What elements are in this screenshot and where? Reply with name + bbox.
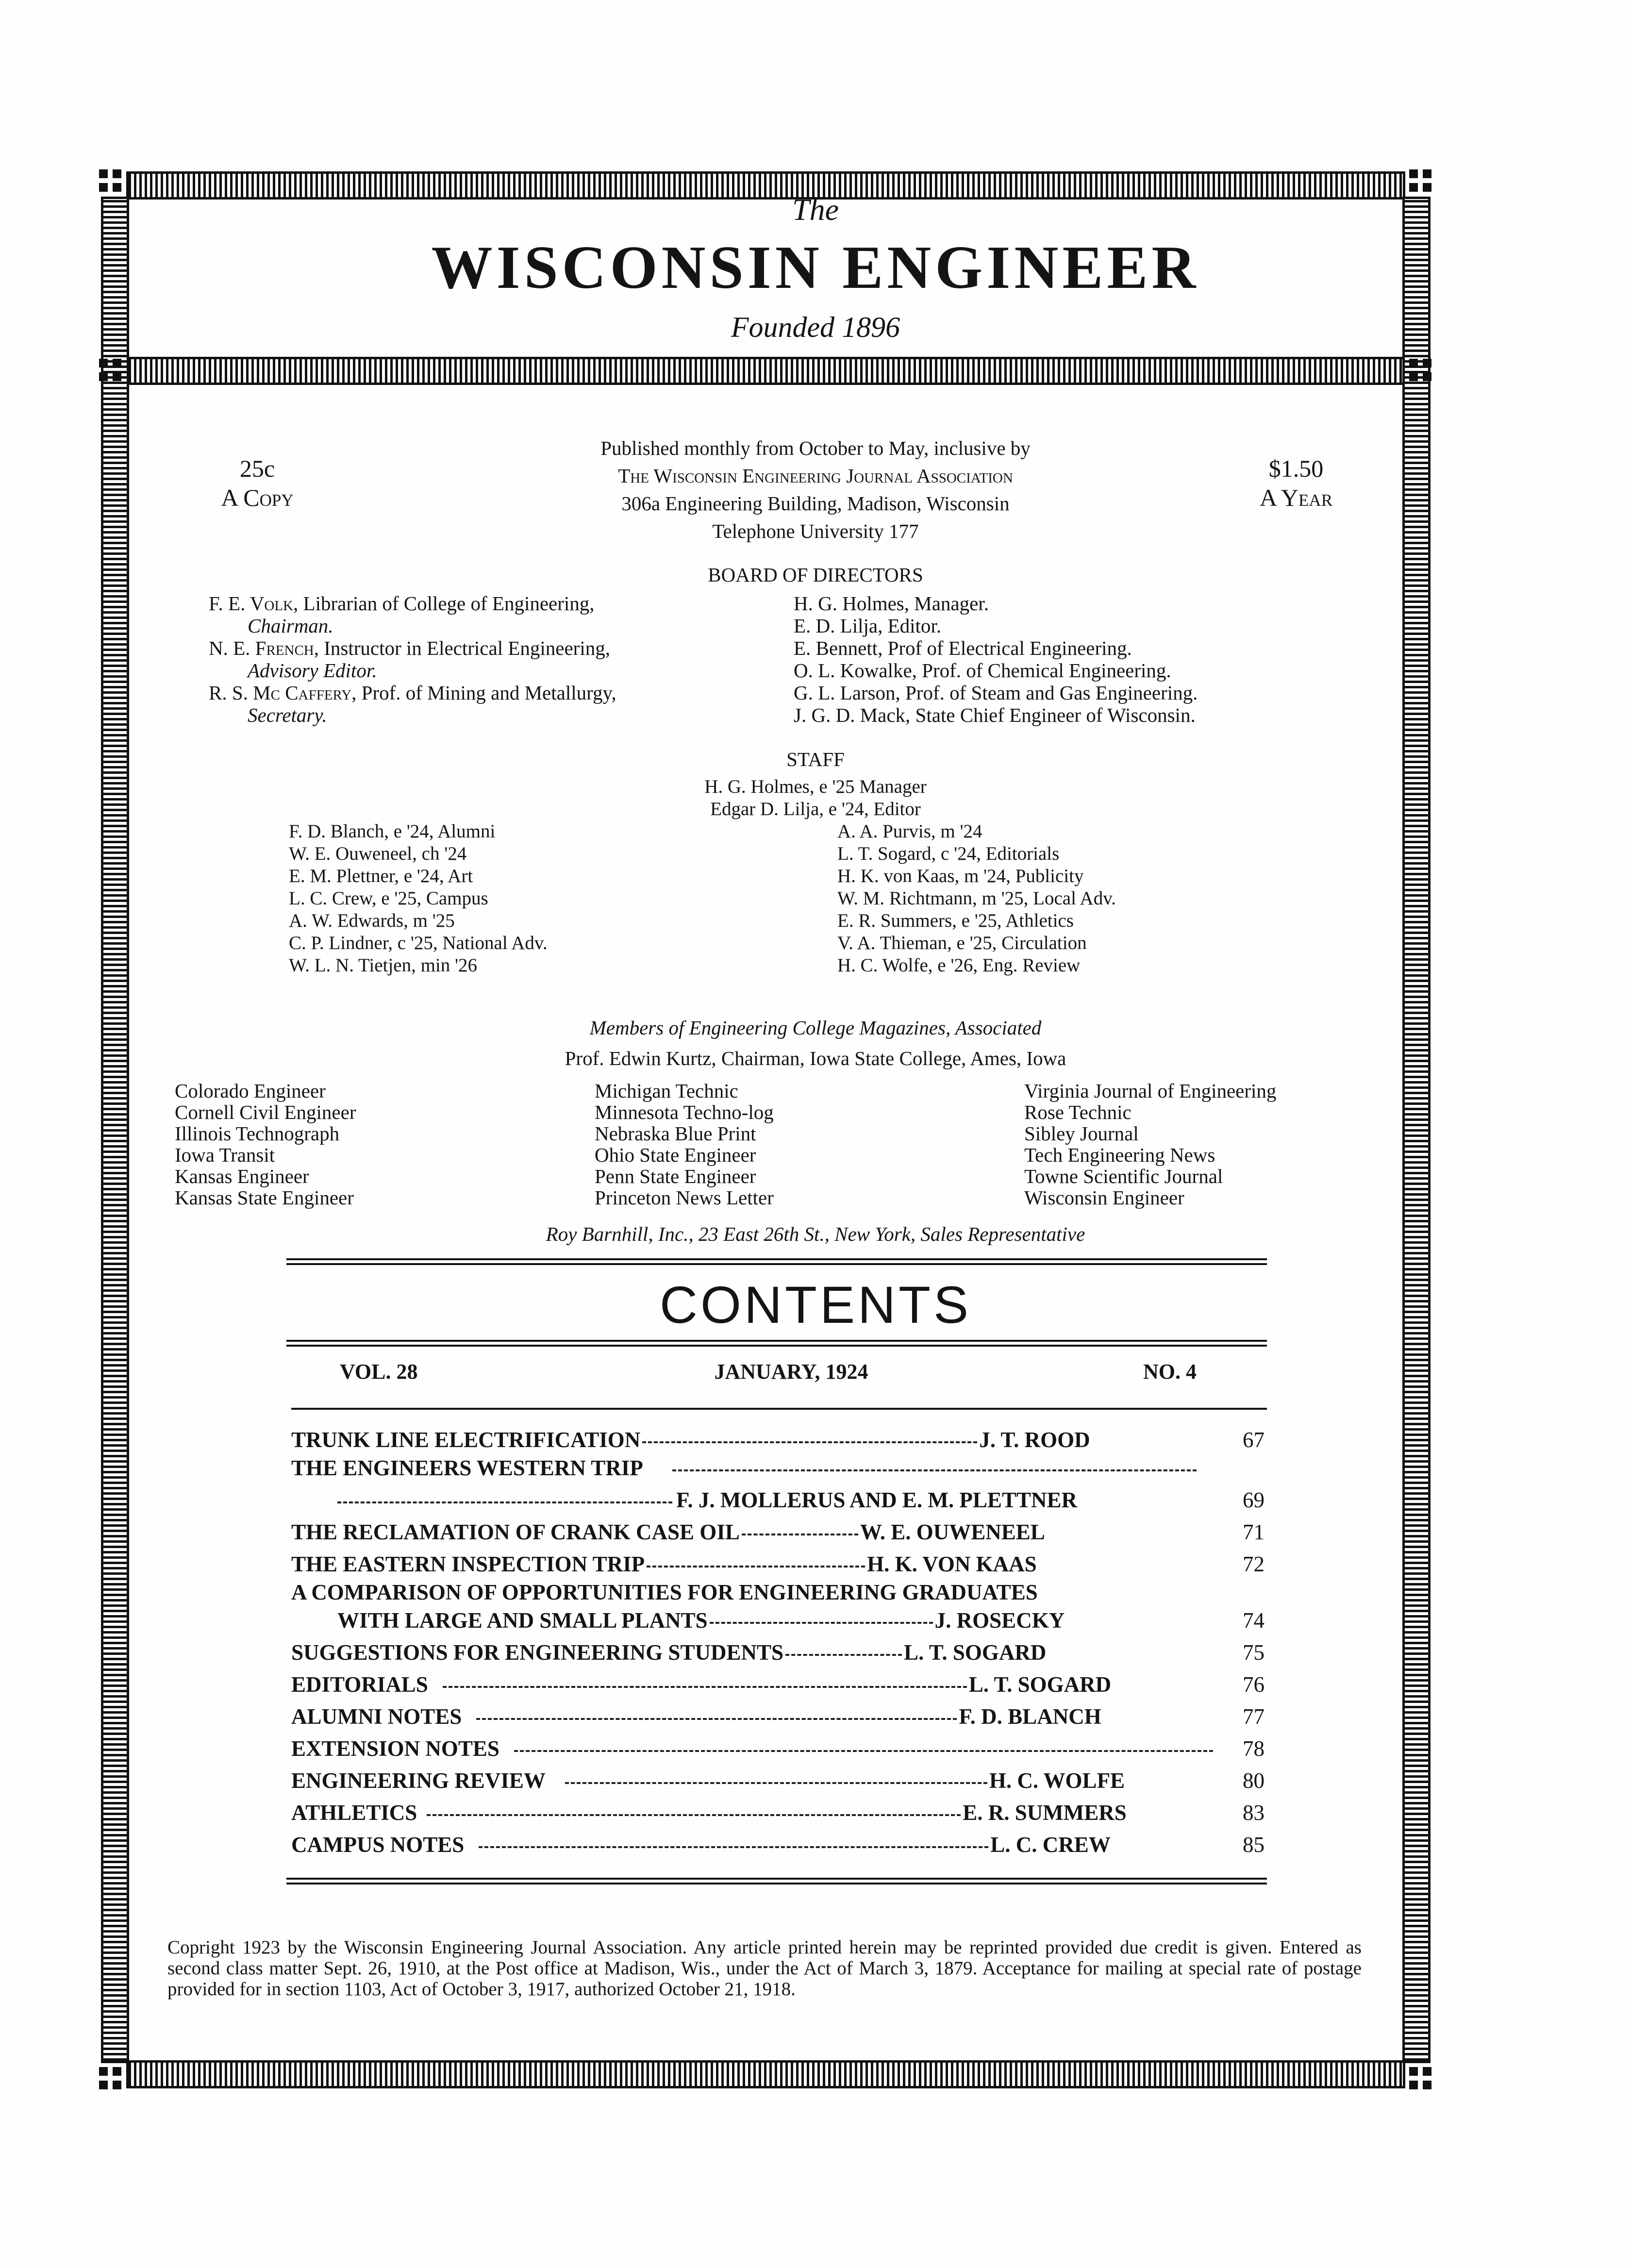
contents-entry: EXTENSION NOTES 78 [291, 1736, 1265, 1761]
member-magazine: Towne Scientific Journal [1024, 1165, 1223, 1187]
member-magazine: Tech Engineering News [1024, 1144, 1215, 1166]
member-magazine: Virginia Journal of Engineering [1024, 1080, 1277, 1102]
contents-entry: A COMPARISON OF OPPORTUNITIES FOR ENGINEERING GRADUATES [291, 1580, 1038, 1604]
contents-entry: THE ENGINEERS WESTERN TRIP [291, 1455, 1265, 1487]
member-magazine: Minnesota Techno-log [595, 1101, 774, 1123]
year-price-block [1223, 454, 1369, 512]
staff-member: W. M. Richtmann, m '25, Local Adv. [837, 888, 1116, 909]
contents-divider [291, 1408, 1267, 1410]
publication-line: Telephone University 177 [712, 520, 919, 542]
staff-member: E. R. Summers, e '25, Athletics [837, 910, 1074, 931]
masthead-the: The [792, 192, 839, 227]
member-magazine: Iowa Transit [175, 1144, 275, 1166]
member-magazine: Cornell Civil Engineer [175, 1101, 356, 1123]
members-column-3 [1024, 1080, 1413, 1208]
publication-line: The Wisconsin Engineering Journal Association [618, 465, 1013, 487]
volume-number: VOL. 28 [340, 1360, 418, 1384]
member-magazine: Princeton News Letter [595, 1186, 774, 1209]
board-member: F. E. Volk, Librarian of College of Engineering, [209, 592, 595, 615]
board-member: E. Bennett, Prof of Electrical Engineering. [794, 637, 1132, 659]
contents-entry: WITH LARGE AND SMALL PLANTS J. ROSECKY 74 [337, 1608, 1265, 1633]
contents-entry: SUGGESTIONS FOR ENGINEERING STUDENTS L. T. SOGARD 75 [291, 1640, 1265, 1665]
board-member: G. L. Larson, Prof. of Steam and Gas Engineering. [794, 682, 1198, 704]
board-heading: BOARD OF DIRECTORS [708, 564, 923, 586]
members-heading: Members of Engineering College Magazines, Associated [589, 1017, 1042, 1039]
board-member: E. D. Lilja, Editor. [794, 615, 942, 637]
corner-ornament-icon [1406, 167, 1435, 196]
year-label: A Year [1259, 484, 1333, 511]
corner-ornament-icon [96, 2064, 125, 2093]
member-magazine: Kansas State Engineer [175, 1186, 354, 1209]
copy-price-block [184, 454, 330, 512]
staff-member: L. C. Crew, e '25, Campus [289, 888, 488, 909]
staff-member: A. A. Purvis, m '24 [837, 821, 982, 842]
staff-member: F. D. Blanch, e '24, Alumni [289, 821, 496, 842]
contents-rule [286, 1340, 1267, 1347]
border-left-band [101, 197, 129, 2063]
staff-manager: H. G. Holmes, e '25 Manager [704, 776, 927, 797]
staff-member: L. T. Sogard, c '24, Editorials [837, 843, 1060, 864]
corner-ornament-icon [96, 167, 125, 196]
staff-member: C. P. Lindner, c '25, National Adv. [289, 933, 548, 953]
staff-editor: Edgar D. Lilja, e '24, Editor [710, 799, 921, 819]
board-member: J. G. D. Mack, State Chief Engineer of Wisconsin. [794, 704, 1196, 726]
contents-bottom-rule [286, 1878, 1267, 1884]
issue-number: NO. 4 [1143, 1360, 1197, 1384]
sales-representative: Roy Barnhill, Inc., 23 East 26th St., New York, Sales Representative [546, 1223, 1085, 1245]
member-magazine: Sibley Journal [1024, 1122, 1139, 1145]
members-column-2 [595, 1080, 983, 1208]
contents-entry: THE RECLAMATION OF CRANK CASE OIL W. E. OUWENEEL 71 [291, 1520, 1265, 1544]
board-member: R. S. Mc Caffery, Prof. of Mining and Metallurgy, [209, 682, 616, 704]
contents-heading: CONTENTS [660, 1275, 971, 1334]
member-magazine: Wisconsin Engineer [1024, 1186, 1184, 1209]
masthead-founded: Founded 1896 [731, 311, 900, 343]
board-member-role: Advisory Editor. [248, 659, 377, 682]
corner-ornament-icon [96, 356, 125, 385]
board-member: O. L. Kowalke, Prof. of Chemical Engineering. [794, 659, 1171, 682]
member-magazine: Ohio State Engineer [595, 1144, 756, 1166]
board-right-column [794, 592, 1376, 726]
contents-entry: TRUNK LINE ELECTRIFICATION J. T. ROOD 67 [291, 1428, 1265, 1452]
board-member: N. E. French, Instructor in Electrical Engineering, [209, 637, 610, 659]
contents-top-rule [286, 1258, 1267, 1265]
border-bottom-band [126, 2060, 1405, 2088]
members-chairman: Prof. Edwin Kurtz, Chairman, Iowa State College, Ames, Iowa [565, 1047, 1066, 1069]
copyright-notice: Copright 1923 by the Wisconsin Engineering Journal Association. Any article printed herein may be reprinted provided due credit is given. Entered as second class matter Sept. 26, 1910, at the Post office at Madison, Wis., under the Act of March 3, 1879. Acceptance for mailing at special rate of postage provided for in section 1103, Act of October 3, 1917, authorized October 21, 1918. [167, 1937, 1362, 2000]
contents-entry: ATHLETICS E. R. SUMMERS 83 [291, 1801, 1265, 1825]
publication-line: Published monthly from October to May, inclusive by [600, 437, 1031, 459]
issue-date: JANUARY, 1924 [714, 1360, 868, 1384]
contents-entry: CAMPUS NOTES L. C. CREW 85 [291, 1833, 1265, 1857]
staff-heading: STAFF [786, 748, 845, 770]
copy-price: 25c [239, 455, 275, 482]
board-member-role: Chairman. [248, 615, 333, 637]
year-price: $1.50 [1268, 455, 1324, 482]
copy-label: A Copy [221, 484, 294, 511]
contents-entry: THE EASTERN INSPECTION TRIP H. K. VON KAAS 72 [291, 1552, 1265, 1576]
staff-member: A. W. Edwards, m '25 [289, 910, 455, 931]
staff-left-column [289, 820, 823, 977]
board-left-column [209, 592, 791, 726]
members-column-1 [175, 1080, 563, 1208]
staff-member: V. A. Thieman, e '25, Circulation [837, 933, 1087, 953]
staff-right-column [837, 820, 1371, 977]
corner-ornament-icon [1406, 2064, 1435, 2093]
staff-member: E. M. Plettner, e '24, Art [289, 866, 473, 886]
contents-entry: F. J. MOLLERUS AND E. M. PLETTNER 69 [291, 1487, 1265, 1519]
corner-ornament-icon [1406, 356, 1435, 385]
staff-member: H. C. Wolfe, e '26, Eng. Review [837, 955, 1081, 976]
member-magazine: Kansas Engineer [175, 1165, 309, 1187]
staff-member: W. E. Ouweneel, ch '24 [289, 843, 467, 864]
member-magazine: Nebraska Blue Print [595, 1122, 756, 1145]
member-magazine: Michigan Technic [595, 1080, 738, 1102]
masthead-title: WISCONSIN ENGINEER [431, 234, 1200, 301]
staff-member: H. K. von Kaas, m '24, Publicity [837, 866, 1084, 886]
contents-entry: ALUMNI NOTES F. D. BLANCH 77 [291, 1704, 1265, 1729]
contents-entry: EDITORIALS L. T. SOGARD 76 [291, 1672, 1265, 1697]
member-magazine: Illinois Technograph [175, 1122, 340, 1145]
border-middle-band [126, 357, 1405, 385]
board-member: H. G. Holmes, Manager. [794, 592, 989, 615]
member-magazine: Rose Technic [1024, 1101, 1132, 1123]
member-magazine: Colorado Engineer [175, 1080, 326, 1102]
contents-list [291, 1427, 1265, 1864]
publication-info [403, 434, 1228, 545]
contents-entry: ENGINEERING REVIEW H. C. WOLFE 80 [291, 1768, 1265, 1793]
board-member-role: Secretary. [248, 704, 327, 726]
publication-line: 306a Engineering Building, Madison, Wisconsin [621, 492, 1010, 515]
member-magazine: Penn State Engineer [595, 1165, 756, 1187]
staff-member: W. L. N. Tietjen, min '26 [289, 955, 478, 976]
